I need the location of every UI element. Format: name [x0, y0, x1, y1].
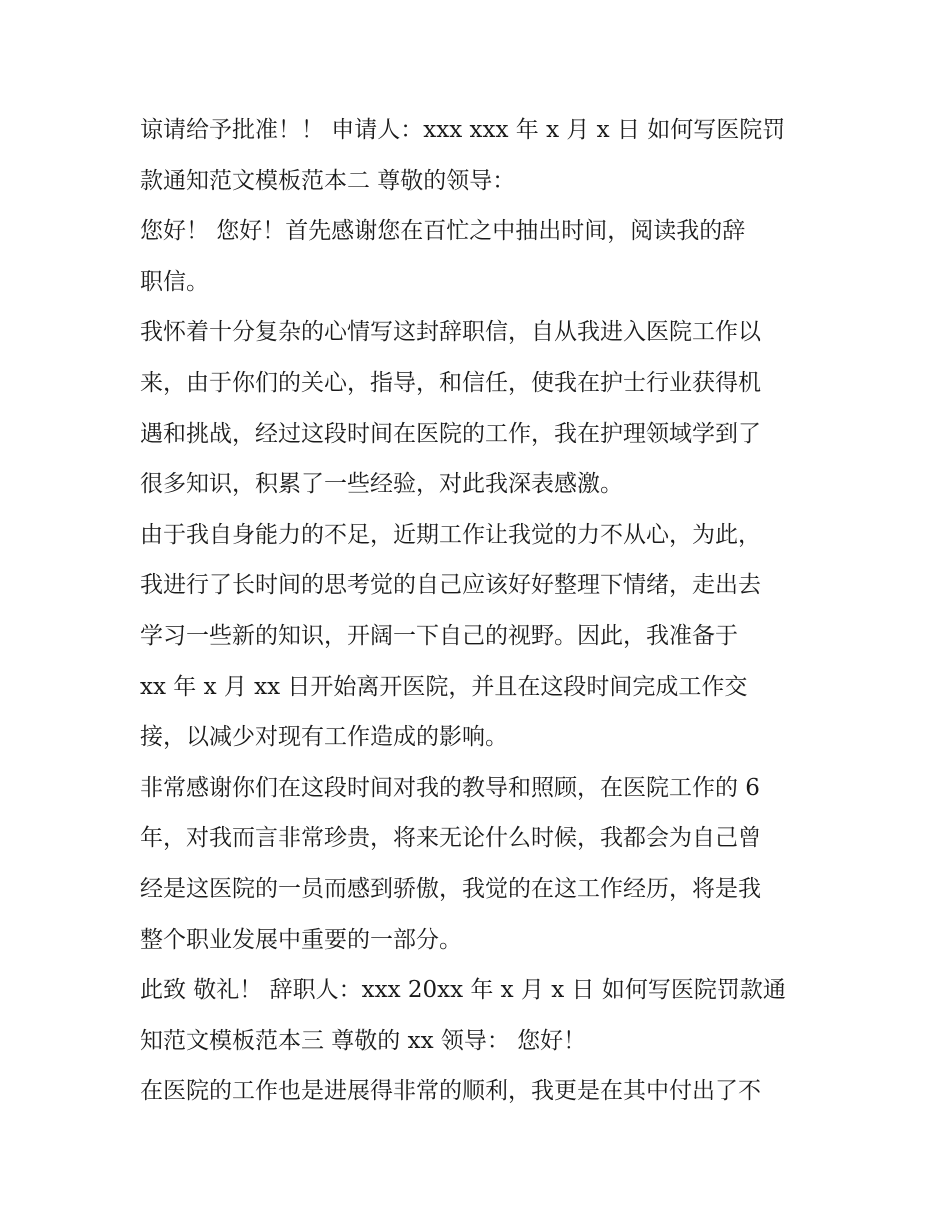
text-line: 遇和挑战，经过这段时间在医院的工作，我在护理领域学到了 — [140, 420, 761, 447]
text-line: xx 年 x 月 xx 日开始离开医院，并且在这段时间完成工作交 — [140, 673, 748, 700]
text-line: 知范文模板范本三 尊敬的 xx 领导： 您好！ — [140, 1027, 587, 1054]
text-line: 我怀着十分复杂的心情写这封辞职信，自从我进入医院工作以 — [140, 319, 761, 346]
text-line: 我进行了长时间的思考觉的自己应该好好整理下情绪，走出去 — [140, 572, 761, 599]
text-line: 经是这医院的一员而感到骄傲，我觉的在这工作经历，将是我 — [140, 875, 761, 902]
text-line: 来，由于你们的关心，指导，和信任，使我在护士行业获得机 — [140, 369, 761, 396]
text-line: 由于我自身能力的不足，近期工作让我觉的力不从心，为此， — [140, 521, 761, 548]
text-line: 职信。 — [140, 268, 209, 295]
text-line: 在医院的工作也是进展得非常的顺利，我更是在其中付出了不 — [140, 1078, 761, 1105]
text-line: 您好！ 您好！首先感谢您在百忙之中抽出时间，阅读我的辞 — [140, 218, 746, 245]
text-line: 非常感谢你们在这段时间对我的教导和照顾，在医院工作的 6 — [140, 774, 760, 801]
text-line: 很多知识，积累了一些经验，对此我深表感激。 — [140, 471, 623, 498]
text-line: 接，以减少对现有工作造成的影响。 — [140, 724, 508, 751]
text-line: 年，对我而言非常珍贵，将来无论什么时候，我都会为自己曾 — [140, 825, 761, 852]
text-line: 此致 敬礼！ 辞职人：xxx 20xx 年 x 月 x 日 如何写医院罚款通 — [140, 977, 786, 1004]
text-line: 学习一些新的知识，开阔一下自己的视野。因此，我准备于 — [140, 622, 738, 649]
text-line: 谅请给予批准！！ 申请人：xxx xxx 年 x 月 x 日 如何写医院罚 — [140, 117, 786, 143]
document-body — [140, 105, 820, 1117]
text-line: 整个职业发展中重要的一部分。 — [140, 926, 462, 953]
text-line: 款通知范文模板范本二 尊敬的领导： — [140, 167, 516, 194]
